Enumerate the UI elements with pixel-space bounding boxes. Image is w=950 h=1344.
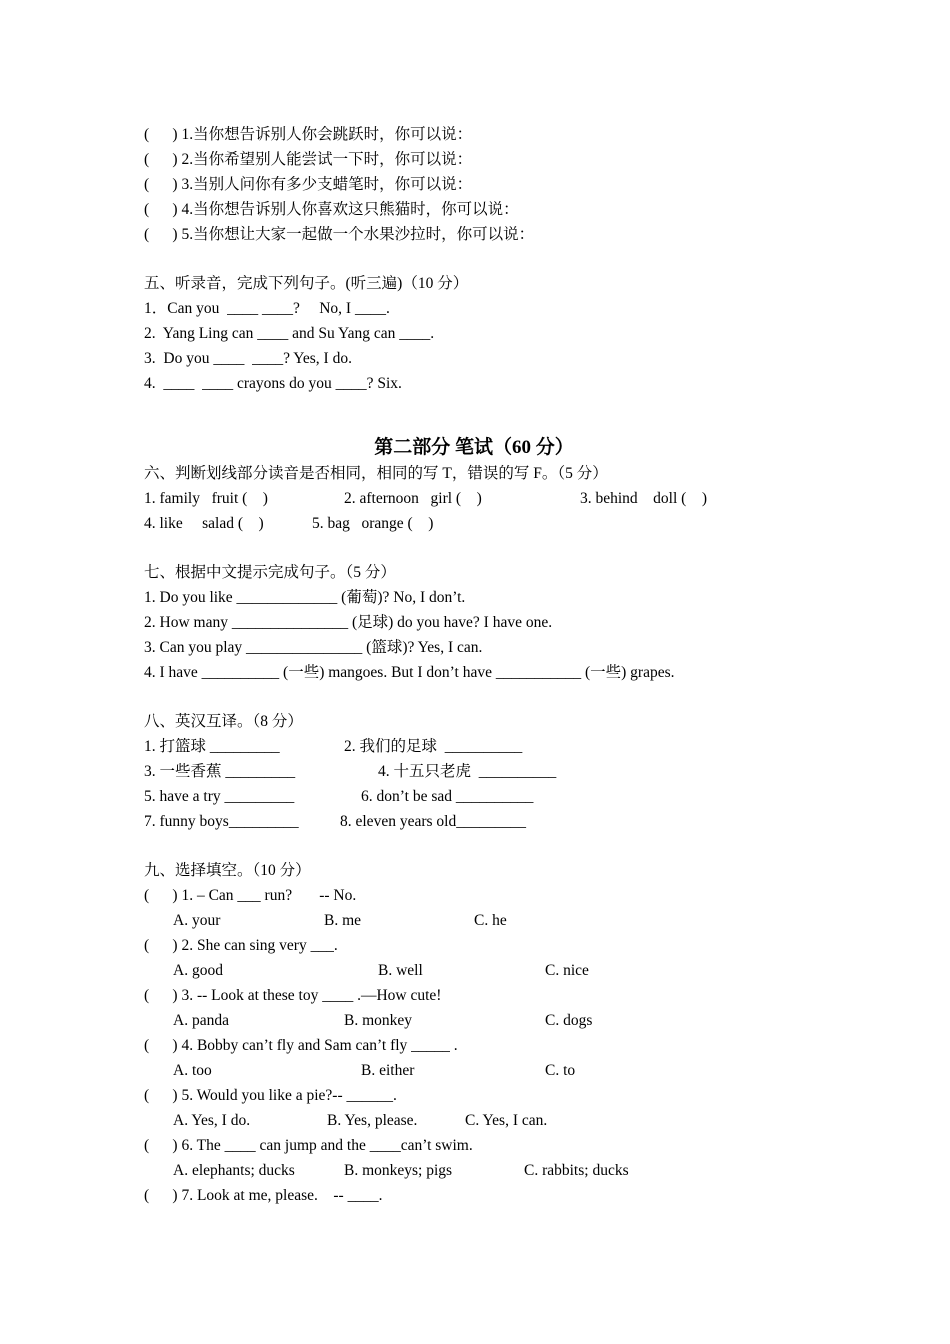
s9-q1-opt-a: A. your xyxy=(173,912,221,929)
exam-page xyxy=(144,122,844,1208)
s8-item-2: 2. 我们的足球 __________ xyxy=(344,738,523,755)
s5-item-2: 2. Yang Ling can ____ and Su Yang can ____. xyxy=(144,325,435,342)
section7-heading: 七、根据中文提示完成句子。（5 分） xyxy=(144,564,396,581)
s9-q4-options xyxy=(144,1058,844,1083)
s6-item-1: 1. family fruit ( ) xyxy=(144,490,268,507)
s9-q3-options xyxy=(144,1008,844,1033)
s8-item-4: 4. 十五只老虎 __________ xyxy=(378,763,557,780)
section6-heading: 六、判断划线部分读音是否相同，相同的写 T，错误的写 F。（5 分） xyxy=(144,465,608,482)
s9-q6: ( ) 6. The ____ can jump and the ____can’t swim. xyxy=(144,1137,473,1154)
s8-item-5: 5. have a try _________ xyxy=(144,788,295,805)
s9-q5-options xyxy=(144,1108,844,1133)
s9-q4-opt-c: C. to xyxy=(545,1062,576,1079)
s9-q5-opt-c: C. Yes, I can. xyxy=(465,1112,548,1129)
s8-item-1: 1. 打篮球 _________ xyxy=(144,738,280,755)
s8-row-4 xyxy=(144,809,844,834)
s6-row-2 xyxy=(144,511,844,536)
section5-heading: 五、听录音，完成下列句子。(听三遍)（10 分） xyxy=(144,275,469,292)
s8-row-3 xyxy=(144,784,844,809)
s4-item-1: ( ) 1.当你想告诉别人你会跳跃时，你可以说： xyxy=(144,126,473,143)
s6-item-4: 4. like salad ( ) xyxy=(144,515,264,532)
s7-item-1: 1. Do you like _____________ (葡萄)? No, I don’t. xyxy=(144,589,466,606)
s9-q1-options xyxy=(144,908,844,933)
s6-item-2: 2. afternoon girl ( ) xyxy=(344,490,482,507)
s4-item-3: ( ) 3.当别人问你有多少支蜡笔时，你可以说： xyxy=(144,176,473,193)
s9-q4-opt-b: B. either xyxy=(361,1062,415,1079)
s9-q7: ( ) 7. Look at me, please. -- ____. xyxy=(144,1187,383,1204)
s7-item-2: 2. How many _______________ (足球) do you have? I have one. xyxy=(144,614,553,631)
s9-q3: ( ) 3. -- Look at these toy ____ .—How cute! xyxy=(144,987,442,1004)
s9-q3-opt-c: C. dogs xyxy=(545,1012,593,1029)
section9-heading: 九、选择填空。（10 分） xyxy=(144,862,311,879)
s6-row-1 xyxy=(144,486,844,511)
s9-q5-opt-a: A. Yes, I do. xyxy=(173,1112,251,1129)
s6-item-3: 3. behind doll ( ) xyxy=(580,490,707,507)
s7-item-4: 4. I have __________ (一些) mangoes. But I don’t have ___________ (一些) grapes. xyxy=(144,664,675,681)
s9-q3-opt-a: A. panda xyxy=(173,1012,229,1029)
s9-q2-opt-b: B. well xyxy=(378,962,423,979)
part2-title: 第二部分 笔试（60 分） xyxy=(374,437,574,458)
s9-q2-opt-c: C. nice xyxy=(545,962,589,979)
s5-item-4: 4. ____ ____ crayons do you ____? Six. xyxy=(144,375,402,392)
s9-q5: ( ) 5. Would you like a pie?-- ______. xyxy=(144,1087,397,1104)
s5-item-1: 1．Can you ____ ____? No, I ____. xyxy=(144,300,390,317)
s8-item-6: 6. don’t be sad __________ xyxy=(361,788,534,805)
s9-q3-opt-b: B. monkey xyxy=(344,1012,413,1029)
s4-item-5: ( ) 5.当你想让大家一起做一个水果沙拉时，你可以说： xyxy=(144,226,535,243)
s7-item-3: 3. Can you play _______________ (篮球)? Yes, I can. xyxy=(144,639,483,656)
s9-q1-opt-c: C. he xyxy=(474,912,507,929)
s9-q2-opt-a: A. good xyxy=(173,962,223,979)
s9-q1: ( ) 1. – Can ___ run? -- No. xyxy=(144,887,357,904)
s6-item-5: 5. bag orange ( ) xyxy=(312,515,434,532)
s9-q2-options xyxy=(144,958,844,983)
s9-q4-opt-a: A. too xyxy=(173,1062,212,1079)
s9-q6-opt-a: A. elephants; ducks xyxy=(173,1162,295,1179)
s9-q6-opt-b: B. monkeys; pigs xyxy=(344,1162,453,1179)
s8-item-7: 7. funny boys_________ xyxy=(144,813,299,830)
s5-item-3: 3. Do you ____ ____? Yes, I do. xyxy=(144,350,352,367)
s8-item-3: 3. 一些香蕉 _________ xyxy=(144,763,296,780)
s9-q5-opt-b: B. Yes, please. xyxy=(327,1112,418,1129)
s9-q1-opt-b: B. me xyxy=(324,912,362,929)
s4-item-2: ( ) 2.当你希望别人能尝试一下时，你可以说： xyxy=(144,151,473,168)
s9-q6-options xyxy=(144,1158,844,1183)
s8-row-2 xyxy=(144,759,844,784)
section8-heading: 八、英汉互译。（8 分） xyxy=(144,713,303,730)
s9-q2: ( ) 2. She can sing very ___. xyxy=(144,937,338,954)
s8-row-1 xyxy=(144,734,844,759)
s9-q6-opt-c: C. rabbits; ducks xyxy=(524,1162,629,1179)
s9-q4: ( ) 4. Bobby can’t fly and Sam can’t fly _____ . xyxy=(144,1037,458,1054)
s4-item-4: ( ) 4.当你想告诉别人你喜欢这只熊猫时，你可以说： xyxy=(144,201,519,218)
s8-item-8: 8. eleven years old_________ xyxy=(340,813,526,830)
